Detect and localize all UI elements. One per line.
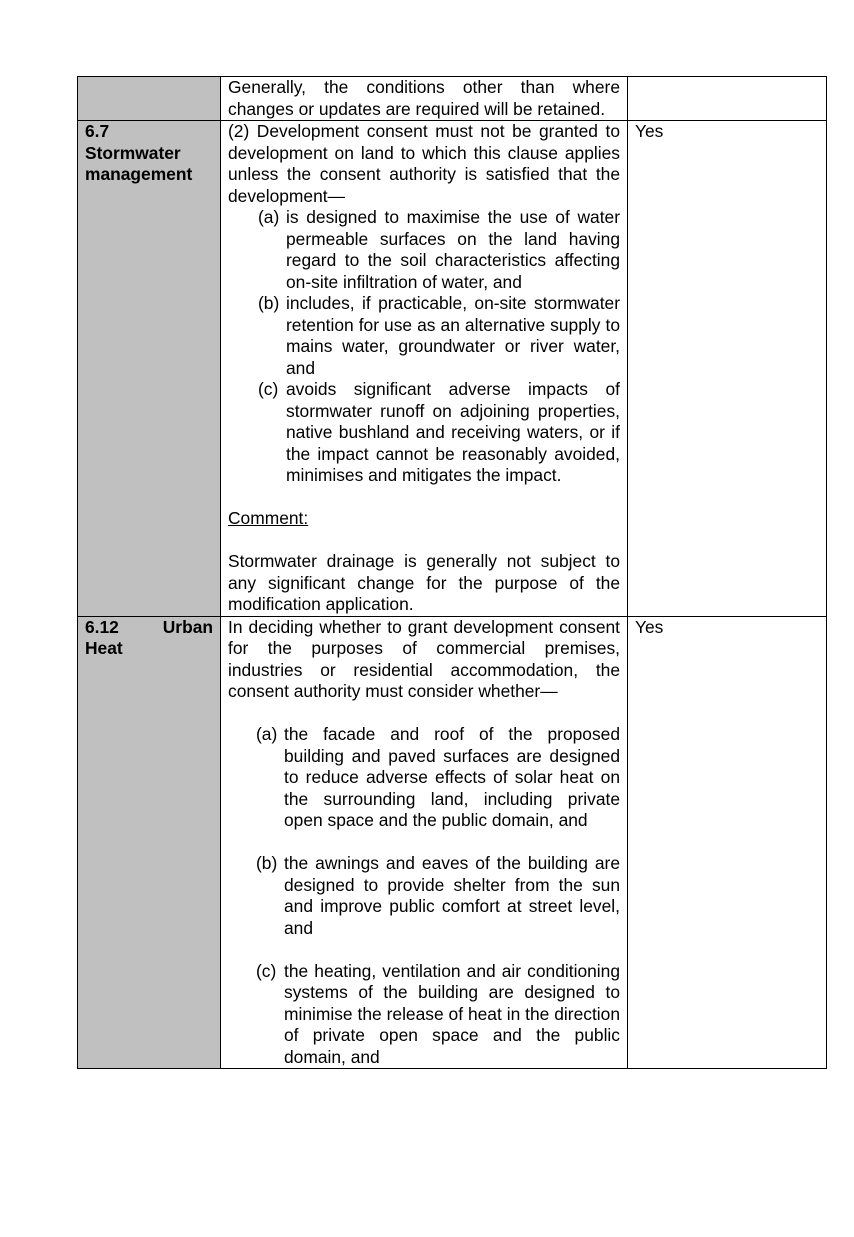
list-item bbox=[228, 961, 620, 1069]
list-marker: (a) bbox=[258, 207, 280, 227]
result-cell bbox=[628, 77, 827, 121]
compliance-table bbox=[77, 76, 827, 1069]
clause-title-continued: Heat bbox=[85, 638, 123, 658]
result-cell bbox=[628, 121, 827, 617]
list-marker: (c) bbox=[258, 379, 279, 399]
list-item bbox=[228, 293, 620, 379]
table-row bbox=[78, 121, 827, 617]
list-text: the facade and roof of the proposed building and paved surfaces are designed to reduce adverse effects of solar heat on the surrounding land, including private open space and the public domain, and bbox=[284, 724, 620, 830]
list-marker: (c) bbox=[256, 960, 277, 981]
table-row bbox=[78, 616, 827, 1069]
list-item bbox=[228, 853, 620, 939]
clause-title: Urban bbox=[162, 616, 213, 637]
content-cell bbox=[221, 616, 628, 1069]
result-value: Yes bbox=[635, 121, 664, 141]
list-text: avoids significant adverse impacts of stormwater runoff on adjoining properties, native bushland and receiving waters, or if the impact cannot be reasonably avoided, minimises and mitigates the impact. bbox=[286, 379, 620, 485]
content-cell bbox=[221, 121, 628, 617]
list-marker: (b) bbox=[258, 293, 280, 313]
table-row bbox=[78, 77, 827, 121]
list-text: is designed to maximise the use of water permeable surfaces on the land having regard to the soil characteristics affecting on-site infiltration of water, and bbox=[286, 207, 620, 292]
clause-title: Stormwater management bbox=[85, 142, 193, 184]
clause-cell bbox=[78, 616, 221, 1069]
result-cell bbox=[628, 616, 827, 1069]
list-item bbox=[228, 724, 620, 832]
list-text: includes, if practicable, on-site stormwater retention for use as an alternative supply to mains water, groundwater or river water, and bbox=[286, 293, 620, 378]
list-text: the awnings and eaves of the building are designed to provide shelter from the sun and improve public comfort at street level, and bbox=[284, 853, 620, 938]
content-cell bbox=[221, 77, 628, 121]
list-item bbox=[228, 379, 620, 487]
list-text: the heating, ventilation and air conditioning systems of the building are designed to minimise the release of heat in the direction of private open space and the public domain, and bbox=[284, 960, 620, 1067]
clause-cell bbox=[78, 121, 221, 617]
paragraph: Generally, the conditions other than where changes or updates are required will be retained. bbox=[228, 77, 620, 119]
clause-intro: (2) Development consent must not be granted to development on land to which this clause applies unless the consent authority is satisfied that the development— bbox=[228, 121, 620, 206]
clause-intro: In deciding whether to grant development consent for the purposes of commercial premises, industries or residential accommodation, the consent authority must consider whether— bbox=[228, 616, 620, 701]
comment-label: Comment: bbox=[228, 508, 309, 528]
list-marker: (b) bbox=[256, 853, 278, 873]
list-item bbox=[228, 207, 620, 293]
clause-cell bbox=[78, 77, 221, 121]
list-marker: (a) bbox=[256, 724, 278, 744]
clause-number: 6.12 bbox=[85, 616, 119, 637]
comment-text: Stormwater drainage is generally not subject to any significant change for the purpose of the modification application. bbox=[228, 551, 620, 614]
result-value: Yes bbox=[635, 616, 664, 637]
clause-number: 6.7 bbox=[85, 121, 110, 141]
